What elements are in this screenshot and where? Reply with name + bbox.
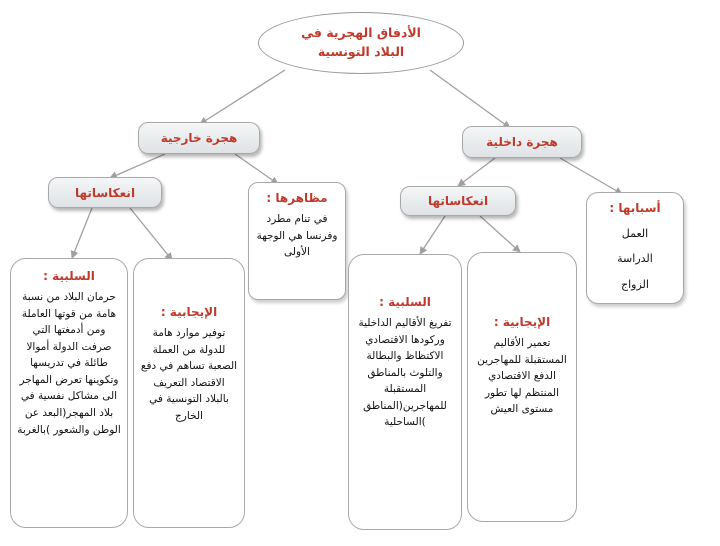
arrow-ext-effects-to-positive — [130, 208, 172, 260]
arrow-root-to-external — [200, 70, 285, 124]
internal-causes-title: أسبابها : — [609, 201, 661, 215]
external-positive-body: توفير موارد هامة للدولة من العملة الصعبة تساهم في دفع الاقتصاد التعريف بالبلاد التونسية في الخارج — [140, 327, 238, 422]
arrow-internal-to-effects — [458, 158, 495, 186]
internal-positive-title: الإيجابية : — [493, 315, 551, 329]
internal-causes-card — [586, 192, 684, 304]
internal-negative-card — [348, 254, 462, 530]
external-migration-node — [138, 122, 260, 154]
arrow-external-to-effects — [110, 154, 165, 178]
arrow-int-effects-to-positive — [480, 216, 520, 252]
external-manifestations-body: في تنام مطرد وفرنسا هي الوجهة الأولى — [256, 213, 338, 259]
external-manifestations-title: مظاهرها : — [266, 191, 328, 205]
internal-migration-label: هجرة داخلية — [486, 135, 558, 149]
cause-item: العمل — [621, 227, 649, 240]
arrow-ext-effects-to-negative — [72, 208, 92, 258]
external-manifestations-card — [248, 182, 346, 300]
external-negative-body: حرمان البلاد من نسبة هامة من قوتها العاملة ومن أدمغتها التي صرفت الدولة أموالا طائلة في تدريسها وتكوينها تعرض المهاجر الى مشاكل نفسية في بلاد المهجر(البعد عن الوطن والشعور )بالغربة — [17, 291, 121, 436]
internal-positive-card — [467, 252, 577, 522]
arrow-root-to-internal — [430, 70, 510, 128]
internal-effects-node — [400, 186, 516, 216]
external-migration-label: هجرة خارجية — [160, 131, 238, 145]
arrow-external-to-manifestations — [235, 154, 278, 184]
cause-item: الزواج — [621, 277, 649, 291]
internal-positive-body: تعمير الأقاليم المستقبلة للمهاجرين الدفع الاقتصادي المنتظم لها تطور مستوى العيش — [477, 337, 567, 416]
arrow-int-effects-to-negative — [420, 216, 445, 254]
internal-negative-body: تفريغ الأقاليم الداخلية وركودها الاقتصادي الاكتظاظ والبطالة والتلوث بالمناطق المستقبلة للمهاجرين(المناطق )الساحلية — [358, 317, 452, 429]
external-effects-node — [48, 177, 162, 208]
external-negative-title: السلبية : — [43, 269, 95, 283]
external-effects-label: انعكاساتها — [74, 185, 136, 200]
root-title-line2: البلاد التونسية — [317, 44, 405, 59]
cause-item: الدراسة — [617, 252, 653, 266]
arrow-internal-to-causes — [560, 158, 622, 194]
external-negative-card — [10, 258, 128, 528]
root-title-line1: الأدفاق الهجرية في — [301, 25, 421, 41]
external-positive-card — [133, 258, 245, 528]
internal-negative-title: السلبية : — [379, 295, 431, 309]
internal-effects-label: انعكاساتها — [427, 194, 489, 208]
internal-migration-node — [462, 126, 582, 158]
external-positive-title: الإيجابية : — [160, 305, 218, 319]
root-node — [258, 12, 464, 74]
